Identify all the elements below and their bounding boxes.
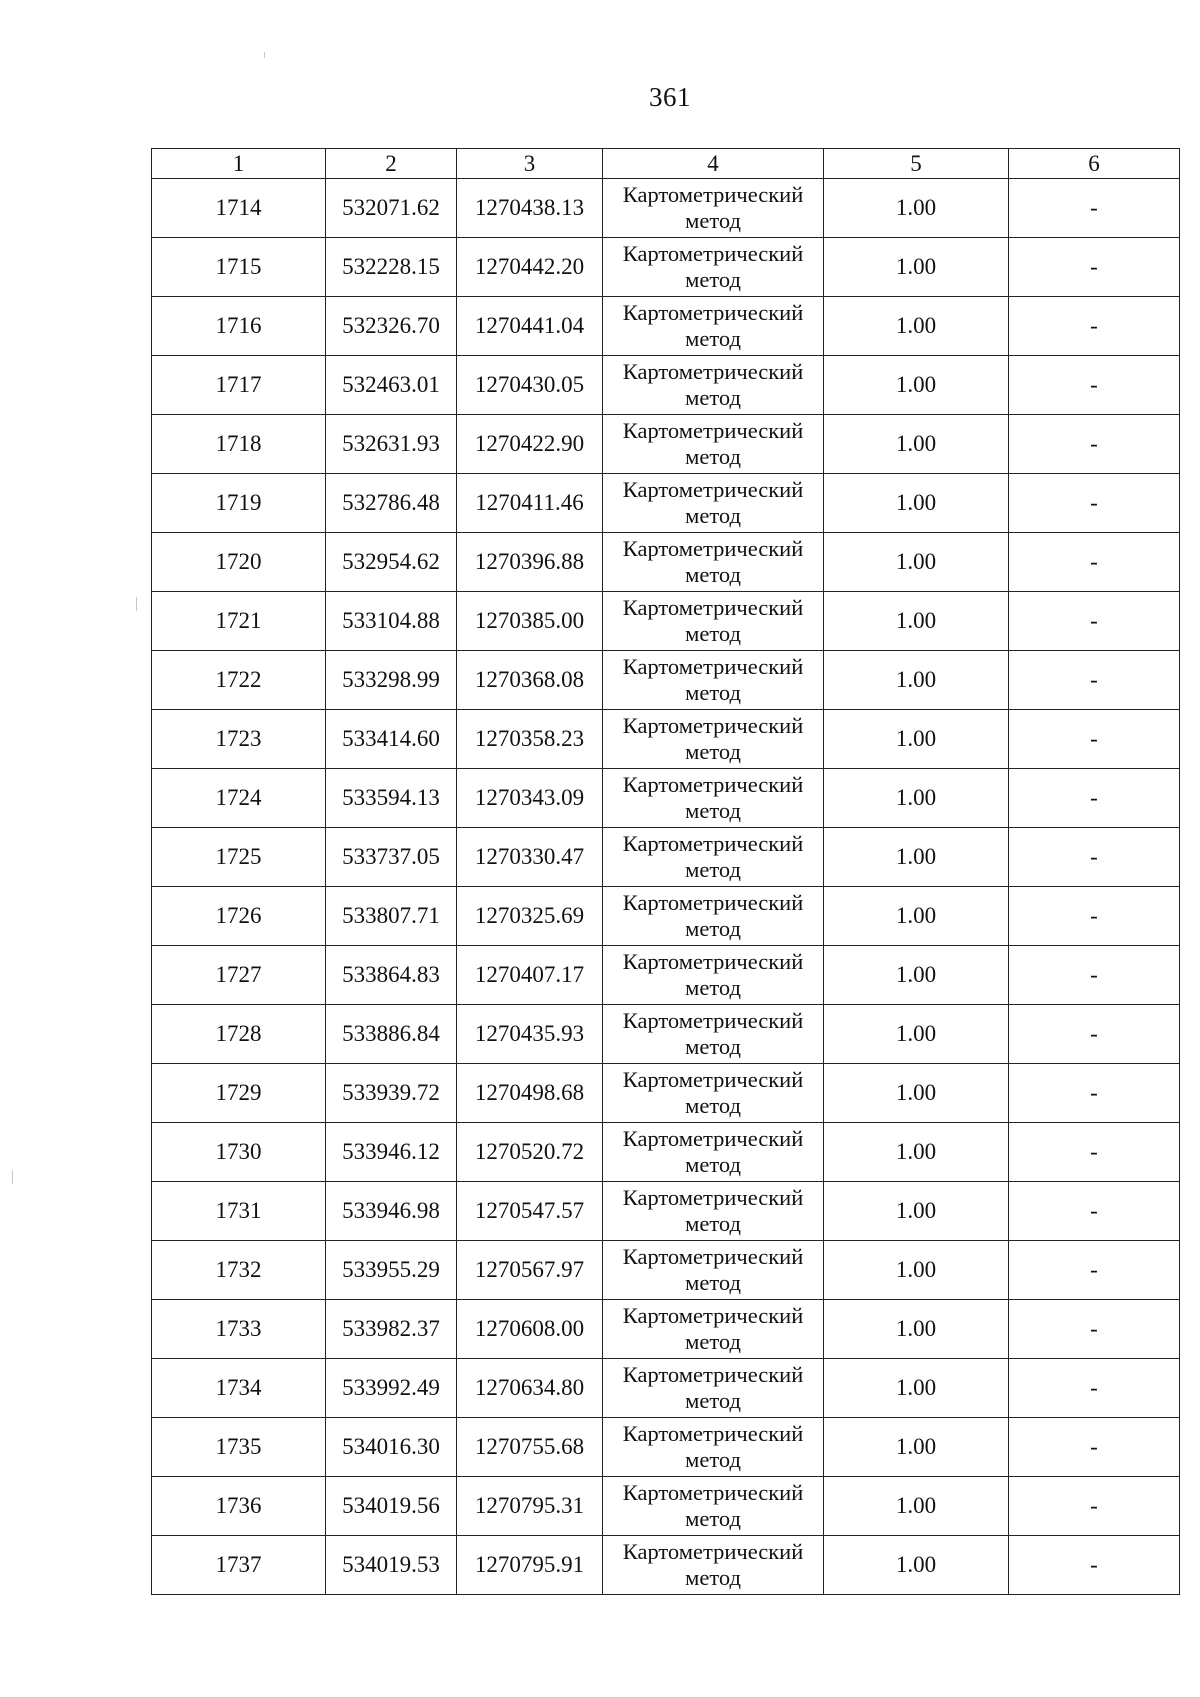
accuracy-cell: 1.00 [824,1477,1009,1536]
point-number-cell: 1725 [152,828,326,887]
table-row [152,297,1180,356]
table-row [152,1477,1180,1536]
point-number-cell: 1732 [152,1241,326,1300]
y-coordinate-cell: 1270547.57 [457,1182,603,1241]
method-line-1: Картометрический [622,1244,804,1269]
y-coordinate-cell: 1270430.05 [457,356,603,415]
method-line-1: Картометрический [622,890,804,915]
table-row [152,710,1180,769]
description-cell: - [1009,1359,1180,1418]
method-line-2: метод [685,798,741,823]
point-number-cell: 1720 [152,533,326,592]
description-cell: - [1009,592,1180,651]
method-line-1: Картометрический [622,536,804,561]
x-coordinate-cell: 532463.01 [326,356,457,415]
y-coordinate-cell: 1270498.68 [457,1064,603,1123]
table-row [152,828,1180,887]
method-cell [603,710,824,769]
x-coordinate-cell: 533807.71 [326,887,457,946]
accuracy-cell: 1.00 [824,474,1009,533]
accuracy-cell: 1.00 [824,1241,1009,1300]
method-cell [603,1182,824,1241]
table-row [152,1241,1180,1300]
method-line-2: метод [685,444,741,469]
method-line-2: метод [685,1152,741,1177]
y-coordinate-cell: 1270634.80 [457,1359,603,1418]
table-row [152,946,1180,1005]
table-row [152,887,1180,946]
x-coordinate-cell: 534019.56 [326,1477,457,1536]
x-coordinate-cell: 532786.48 [326,474,457,533]
point-number-cell: 1719 [152,474,326,533]
column-header: 5 [824,149,1009,179]
method-line-2: метод [685,1565,741,1590]
method-cell [603,1418,824,1477]
method-line-1: Картометрический [622,300,804,325]
accuracy-cell: 1.00 [824,238,1009,297]
x-coordinate-cell: 534019.53 [326,1536,457,1595]
x-coordinate-cell: 533864.83 [326,946,457,1005]
method-line-1: Картометрический [622,595,804,620]
method-line-1: Картометрический [622,241,804,266]
accuracy-cell: 1.00 [824,1182,1009,1241]
method-line-2: метод [685,208,741,233]
point-number-cell: 1728 [152,1005,326,1064]
method-cell [603,887,824,946]
method-cell [603,1005,824,1064]
description-cell: - [1009,297,1180,356]
y-coordinate-cell: 1270358.23 [457,710,603,769]
point-number-cell: 1731 [152,1182,326,1241]
accuracy-cell: 1.00 [824,179,1009,238]
y-coordinate-cell: 1270385.00 [457,592,603,651]
y-coordinate-cell: 1270325.69 [457,887,603,946]
y-coordinate-cell: 1270407.17 [457,946,603,1005]
table-row [152,356,1180,415]
method-line-2: метод [685,1211,741,1236]
description-cell: - [1009,415,1180,474]
accuracy-cell: 1.00 [824,828,1009,887]
point-number-cell: 1715 [152,238,326,297]
description-cell: - [1009,474,1180,533]
table-row [152,415,1180,474]
accuracy-cell: 1.00 [824,1064,1009,1123]
method-line-2: метод [685,1506,741,1531]
method-cell [603,474,824,533]
method-line-1: Картометрический [622,831,804,856]
y-coordinate-cell: 1270343.09 [457,769,603,828]
table-row [152,1005,1180,1064]
description-cell: - [1009,179,1180,238]
x-coordinate-cell: 533298.99 [326,651,457,710]
y-coordinate-cell: 1270330.47 [457,828,603,887]
method-cell [603,828,824,887]
point-number-cell: 1721 [152,592,326,651]
table-row [152,1536,1180,1595]
point-number-cell: 1737 [152,1536,326,1595]
x-coordinate-cell: 533939.72 [326,1064,457,1123]
accuracy-cell: 1.00 [824,415,1009,474]
table-row [152,769,1180,828]
point-number-cell: 1724 [152,769,326,828]
table-row [152,1182,1180,1241]
description-cell: - [1009,887,1180,946]
method-line-1: Картометрический [622,654,804,679]
method-line-1: Картометрический [622,359,804,384]
description-cell: - [1009,1477,1180,1536]
point-number-cell: 1730 [152,1123,326,1182]
method-line-2: метод [685,680,741,705]
x-coordinate-cell: 532071.62 [326,179,457,238]
method-line-1: Картометрический [622,1185,804,1210]
x-coordinate-cell: 533955.29 [326,1241,457,1300]
table-row [152,1359,1180,1418]
method-line-1: Картометрический [622,1421,804,1446]
table-row [152,592,1180,651]
method-line-1: Картометрический [622,1362,804,1387]
point-number-cell: 1717 [152,356,326,415]
method-cell [603,533,824,592]
x-coordinate-cell: 532631.93 [326,415,457,474]
method-line-1: Картометрический [622,1480,804,1505]
description-cell: - [1009,769,1180,828]
method-line-1: Картометрический [622,949,804,974]
x-coordinate-cell: 533414.60 [326,710,457,769]
method-line-1: Картометрический [622,477,804,502]
description-cell: - [1009,1064,1180,1123]
method-line-1: Картометрический [622,1067,804,1092]
description-cell: - [1009,1123,1180,1182]
method-line-2: метод [685,1270,741,1295]
y-coordinate-cell: 1270435.93 [457,1005,603,1064]
method-cell [603,1359,824,1418]
method-line-1: Картометрический [622,1008,804,1033]
description-cell: - [1009,1418,1180,1477]
column-header: 1 [152,149,326,179]
point-number-cell: 1736 [152,1477,326,1536]
page-number: 361 [649,82,691,112]
x-coordinate-cell: 534016.30 [326,1418,457,1477]
y-coordinate-cell: 1270422.90 [457,415,603,474]
accuracy-cell: 1.00 [824,297,1009,356]
coordinates-table [151,148,1180,1595]
description-cell: - [1009,1182,1180,1241]
point-number-cell: 1733 [152,1300,326,1359]
accuracy-cell: 1.00 [824,1359,1009,1418]
x-coordinate-cell: 533946.98 [326,1182,457,1241]
column-header: 2 [326,149,457,179]
method-line-2: метод [685,857,741,882]
description-cell: - [1009,238,1180,297]
accuracy-cell: 1.00 [824,356,1009,415]
method-cell [603,769,824,828]
y-coordinate-cell: 1270411.46 [457,474,603,533]
method-cell [603,297,824,356]
method-line-2: метод [685,326,741,351]
method-line-2: метод [685,503,741,528]
accuracy-cell: 1.00 [824,592,1009,651]
method-line-2: метод [685,739,741,764]
y-coordinate-cell: 1270396.88 [457,533,603,592]
table-row [152,1123,1180,1182]
point-number-cell: 1735 [152,1418,326,1477]
description-cell: - [1009,1536,1180,1595]
method-cell [603,1477,824,1536]
point-number-cell: 1718 [152,415,326,474]
y-coordinate-cell: 1270441.04 [457,297,603,356]
point-number-cell: 1723 [152,710,326,769]
x-coordinate-cell: 533737.05 [326,828,457,887]
method-line-2: метод [685,1034,741,1059]
x-coordinate-cell: 533982.37 [326,1300,457,1359]
point-number-cell: 1727 [152,946,326,1005]
point-number-cell: 1716 [152,297,326,356]
method-line-1: Картометрический [622,713,804,738]
accuracy-cell: 1.00 [824,946,1009,1005]
point-number-cell: 1734 [152,1359,326,1418]
accuracy-cell: 1.00 [824,887,1009,946]
x-coordinate-cell: 533594.13 [326,769,457,828]
column-header: 4 [603,149,824,179]
table-row [152,474,1180,533]
y-coordinate-cell: 1270795.91 [457,1536,603,1595]
accuracy-cell: 1.00 [824,651,1009,710]
x-coordinate-cell: 533886.84 [326,1005,457,1064]
accuracy-cell: 1.00 [824,533,1009,592]
method-cell [603,592,824,651]
method-line-1: Картометрический [622,1539,804,1564]
x-coordinate-cell: 532326.70 [326,297,457,356]
point-number-cell: 1722 [152,651,326,710]
description-cell: - [1009,651,1180,710]
accuracy-cell: 1.00 [824,1005,1009,1064]
point-number-cell: 1714 [152,179,326,238]
method-cell [603,179,824,238]
method-line-1: Картометрический [622,1303,804,1328]
table-body [152,179,1180,1595]
method-cell [603,1064,824,1123]
method-line-2: метод [685,1329,741,1354]
method-line-1: Картометрический [622,772,804,797]
column-header: 3 [457,149,603,179]
method-cell [603,415,824,474]
method-line-2: метод [685,916,741,941]
table-row [152,651,1180,710]
y-coordinate-cell: 1270567.97 [457,1241,603,1300]
accuracy-cell: 1.00 [824,710,1009,769]
scan-mark [264,52,265,58]
point-number-cell: 1729 [152,1064,326,1123]
table-row [152,1418,1180,1477]
description-cell: - [1009,946,1180,1005]
method-line-2: метод [685,621,741,646]
description-cell: - [1009,1241,1180,1300]
y-coordinate-cell: 1270795.31 [457,1477,603,1536]
method-line-2: метод [685,975,741,1000]
table-row [152,1064,1180,1123]
table-row [152,1300,1180,1359]
description-cell: - [1009,356,1180,415]
method-line-2: метод [685,1388,741,1413]
y-coordinate-cell: 1270442.20 [457,238,603,297]
accuracy-cell: 1.00 [824,1418,1009,1477]
method-cell [603,356,824,415]
method-line-1: Картометрический [622,418,804,443]
method-cell [603,1241,824,1300]
method-cell [603,238,824,297]
y-coordinate-cell: 1270608.00 [457,1300,603,1359]
x-coordinate-cell: 533946.12 [326,1123,457,1182]
scan-mark [12,1170,13,1184]
description-cell: - [1009,828,1180,887]
accuracy-cell: 1.00 [824,1536,1009,1595]
method-cell [603,1300,824,1359]
x-coordinate-cell: 532228.15 [326,238,457,297]
method-line-2: метод [685,267,741,292]
y-coordinate-cell: 1270520.72 [457,1123,603,1182]
point-number-cell: 1726 [152,887,326,946]
method-line-2: метод [685,1093,741,1118]
method-cell [603,1536,824,1595]
table-row [152,238,1180,297]
method-line-2: метод [685,562,741,587]
y-coordinate-cell: 1270755.68 [457,1418,603,1477]
scan-mark [136,597,137,611]
x-coordinate-cell: 532954.62 [326,533,457,592]
column-header: 6 [1009,149,1180,179]
x-coordinate-cell: 533104.88 [326,592,457,651]
accuracy-cell: 1.00 [824,1123,1009,1182]
method-cell [603,651,824,710]
table-header-row [152,149,1180,179]
table-row [152,179,1180,238]
accuracy-cell: 1.00 [824,1300,1009,1359]
description-cell: - [1009,710,1180,769]
method-line-1: Картометрический [622,1126,804,1151]
method-cell [603,946,824,1005]
description-cell: - [1009,1005,1180,1064]
description-cell: - [1009,1300,1180,1359]
table-row [152,533,1180,592]
x-coordinate-cell: 533992.49 [326,1359,457,1418]
y-coordinate-cell: 1270368.08 [457,651,603,710]
method-line-1: Картометрический [622,182,804,207]
accuracy-cell: 1.00 [824,769,1009,828]
method-cell [603,1123,824,1182]
y-coordinate-cell: 1270438.13 [457,179,603,238]
method-line-2: метод [685,385,741,410]
description-cell: - [1009,533,1180,592]
method-line-2: метод [685,1447,741,1472]
